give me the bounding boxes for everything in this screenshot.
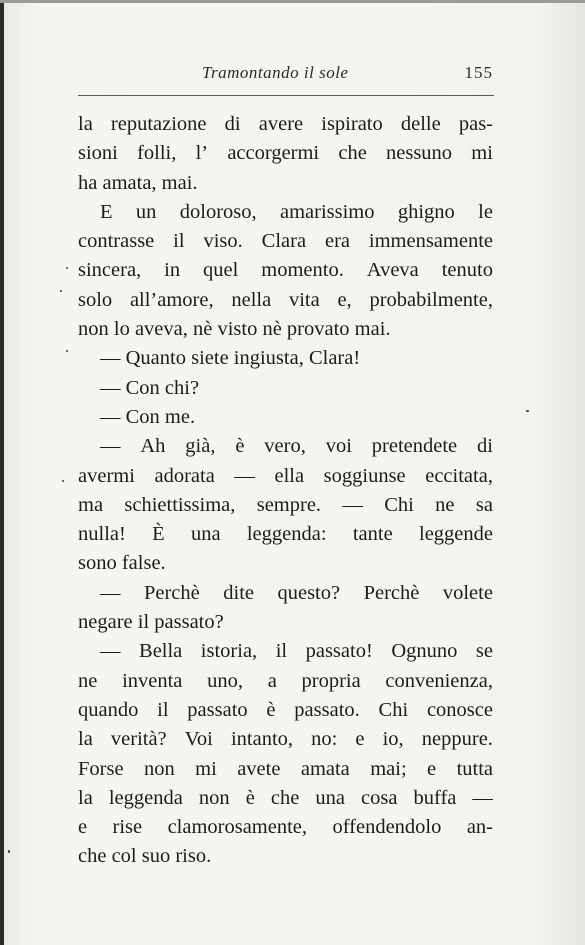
line-text: che col suo riso. xyxy=(78,845,212,868)
word: volete xyxy=(442,581,493,604)
word: sincera, xyxy=(78,259,142,282)
word: e, xyxy=(337,288,352,311)
word: e xyxy=(78,816,88,839)
text-line xyxy=(78,256,493,285)
word: leggenda xyxy=(108,786,183,809)
word: mai; xyxy=(370,757,407,780)
word: se xyxy=(475,640,493,663)
word: di xyxy=(224,113,241,135)
word: non xyxy=(143,757,175,780)
word: è xyxy=(235,435,245,458)
word: offendendolo xyxy=(332,816,442,839)
word: una xyxy=(315,786,345,809)
scan-speck xyxy=(62,480,64,482)
word: istoria, xyxy=(200,640,258,663)
word: in xyxy=(164,259,181,282)
text-line xyxy=(78,344,493,373)
word: la xyxy=(78,786,93,809)
word: ispirato xyxy=(321,113,383,135)
word: mi xyxy=(195,757,217,780)
word: cosa xyxy=(361,786,398,809)
word: Perchè xyxy=(143,581,200,604)
text-line xyxy=(78,315,493,344)
word: ne xyxy=(78,669,98,692)
word: l’ xyxy=(195,142,209,165)
text-line xyxy=(78,462,493,491)
line-text: non lo aveva, nè visto nè provato mai. xyxy=(78,318,391,341)
word: doloroso, xyxy=(179,200,257,223)
text-line xyxy=(78,637,493,666)
word: passato. xyxy=(294,698,360,721)
word: già, xyxy=(185,435,216,458)
word: mi xyxy=(471,142,493,165)
word: io, xyxy=(382,728,404,751)
page-number: 155 xyxy=(464,63,493,82)
text-line xyxy=(78,784,493,813)
word: — xyxy=(100,581,121,604)
word: inventa xyxy=(122,669,183,692)
line-text: — Con me. xyxy=(100,405,196,428)
word: ella xyxy=(274,464,305,487)
word: leggenda: xyxy=(246,523,327,546)
word: vita xyxy=(288,288,320,311)
word: an- xyxy=(466,816,493,839)
text-line xyxy=(78,755,493,784)
text-line xyxy=(78,110,493,139)
word: Ah xyxy=(140,435,166,458)
line-text: negare il passato? xyxy=(78,611,224,634)
word: — xyxy=(100,435,121,458)
text-line xyxy=(78,842,493,871)
text-line xyxy=(78,667,493,696)
word: Chi xyxy=(378,698,409,721)
word: solo xyxy=(78,288,113,311)
word: — xyxy=(100,640,121,663)
word: una xyxy=(190,523,221,546)
word: all’amore, xyxy=(129,288,214,311)
text-line xyxy=(78,432,493,461)
word: Voi xyxy=(184,728,213,751)
word: contrasse xyxy=(78,230,155,253)
word: quando xyxy=(78,698,139,721)
word: nessuno xyxy=(386,142,453,165)
page-left-edge xyxy=(0,0,4,945)
word: adorata xyxy=(154,464,215,487)
word: nella xyxy=(231,288,272,311)
word: immensamente xyxy=(368,230,493,253)
word: — xyxy=(234,464,255,487)
word: delle xyxy=(400,113,441,135)
word: sioni xyxy=(78,142,118,165)
word: convenienza, xyxy=(385,669,493,692)
word: ghigno xyxy=(397,200,455,223)
text-line xyxy=(78,549,493,578)
line-text: — Con chi? xyxy=(100,376,200,399)
word: quel xyxy=(203,259,239,282)
word: leggende xyxy=(419,523,493,546)
word: il xyxy=(275,640,288,663)
word: — xyxy=(472,786,493,809)
word: propria xyxy=(301,669,361,692)
word: tutta xyxy=(456,757,493,780)
word: tenuto xyxy=(441,259,493,282)
word: le xyxy=(478,200,493,223)
word: il xyxy=(157,698,169,721)
running-title: Tramontando il sole xyxy=(202,63,349,82)
line-text: sono false. xyxy=(78,552,166,575)
word: nulla! xyxy=(78,523,126,546)
word: a xyxy=(267,669,277,692)
text-line xyxy=(78,286,493,315)
text-line xyxy=(78,520,493,549)
word: viso. xyxy=(203,230,243,253)
text-line xyxy=(78,813,493,842)
scan-speck xyxy=(526,410,529,412)
word: E xyxy=(100,200,113,223)
word: ma xyxy=(78,493,104,516)
text-line xyxy=(78,725,493,754)
word: soggiunse xyxy=(323,464,406,487)
scan-speck xyxy=(66,350,68,352)
text-line xyxy=(78,139,493,168)
word: folli, xyxy=(137,142,177,165)
word: tante xyxy=(352,523,393,546)
word: dite xyxy=(223,581,254,604)
line-text: — Quanto siete ingiusta, Clara! xyxy=(100,347,361,370)
text-line xyxy=(78,579,493,608)
word: è xyxy=(245,786,255,809)
word: sempre. xyxy=(256,493,322,516)
word: uno, xyxy=(207,669,243,692)
word: il xyxy=(173,230,185,253)
page-top-edge xyxy=(0,0,585,3)
text-line xyxy=(78,374,493,403)
scan-speck xyxy=(60,290,62,292)
text-line xyxy=(78,696,493,725)
word: e xyxy=(355,728,365,751)
word: passato xyxy=(187,698,248,721)
word: no: xyxy=(311,728,338,751)
word: vero, xyxy=(264,435,306,458)
word: — xyxy=(342,493,363,516)
word: che xyxy=(270,786,300,809)
word: Ognuno xyxy=(391,640,458,663)
word: clamorosamente, xyxy=(167,816,308,839)
word: amarissimo xyxy=(279,200,375,223)
word: Aveva xyxy=(366,259,419,282)
word: Forse xyxy=(78,757,124,780)
word: pretendete xyxy=(371,435,458,458)
word: non xyxy=(198,786,230,809)
word: amata xyxy=(300,757,350,780)
text-line xyxy=(78,227,493,256)
word: neppure. xyxy=(421,728,493,751)
scan-speck xyxy=(66,267,68,269)
word: accorgermi xyxy=(227,142,320,165)
word: avete xyxy=(237,757,281,780)
text-line xyxy=(78,198,493,227)
word: un xyxy=(135,200,157,223)
word: pas- xyxy=(458,113,493,135)
text-line xyxy=(78,403,493,432)
body-text xyxy=(78,110,493,872)
scan-speck xyxy=(8,850,10,853)
word: reputazione xyxy=(110,113,207,135)
word: È xyxy=(152,523,165,546)
word: la xyxy=(78,728,93,751)
word: verità? xyxy=(110,728,167,751)
line-text: ha amata, mai. xyxy=(78,171,198,194)
word: era xyxy=(324,230,350,253)
word: conosce xyxy=(426,698,493,721)
word: questo? xyxy=(277,581,341,604)
text-line xyxy=(78,491,493,520)
text-line xyxy=(78,608,493,637)
word: buffa xyxy=(413,786,457,809)
word: Clara xyxy=(261,230,307,253)
word: probabilmente, xyxy=(369,288,493,311)
word: di xyxy=(477,435,493,458)
word: Perchè xyxy=(363,581,420,604)
page-header xyxy=(78,58,493,88)
word: ne xyxy=(435,493,455,516)
word: rise xyxy=(112,816,143,839)
word: schiettissima, xyxy=(124,493,236,516)
word: intanto, xyxy=(230,728,294,751)
word: la xyxy=(78,113,93,135)
word: e xyxy=(427,757,437,780)
word: passato! xyxy=(305,640,373,663)
word: Chi xyxy=(384,493,414,516)
word: momento. xyxy=(261,259,344,282)
word: che xyxy=(338,142,367,165)
word: Bella xyxy=(139,640,183,663)
word: avermi xyxy=(78,464,135,487)
text-line xyxy=(78,169,493,198)
word: è xyxy=(266,698,276,721)
word: voi xyxy=(325,435,352,458)
header-rule xyxy=(78,95,494,96)
word: sa xyxy=(475,493,493,516)
word: eccitata, xyxy=(425,464,493,487)
word: avere xyxy=(258,113,304,135)
